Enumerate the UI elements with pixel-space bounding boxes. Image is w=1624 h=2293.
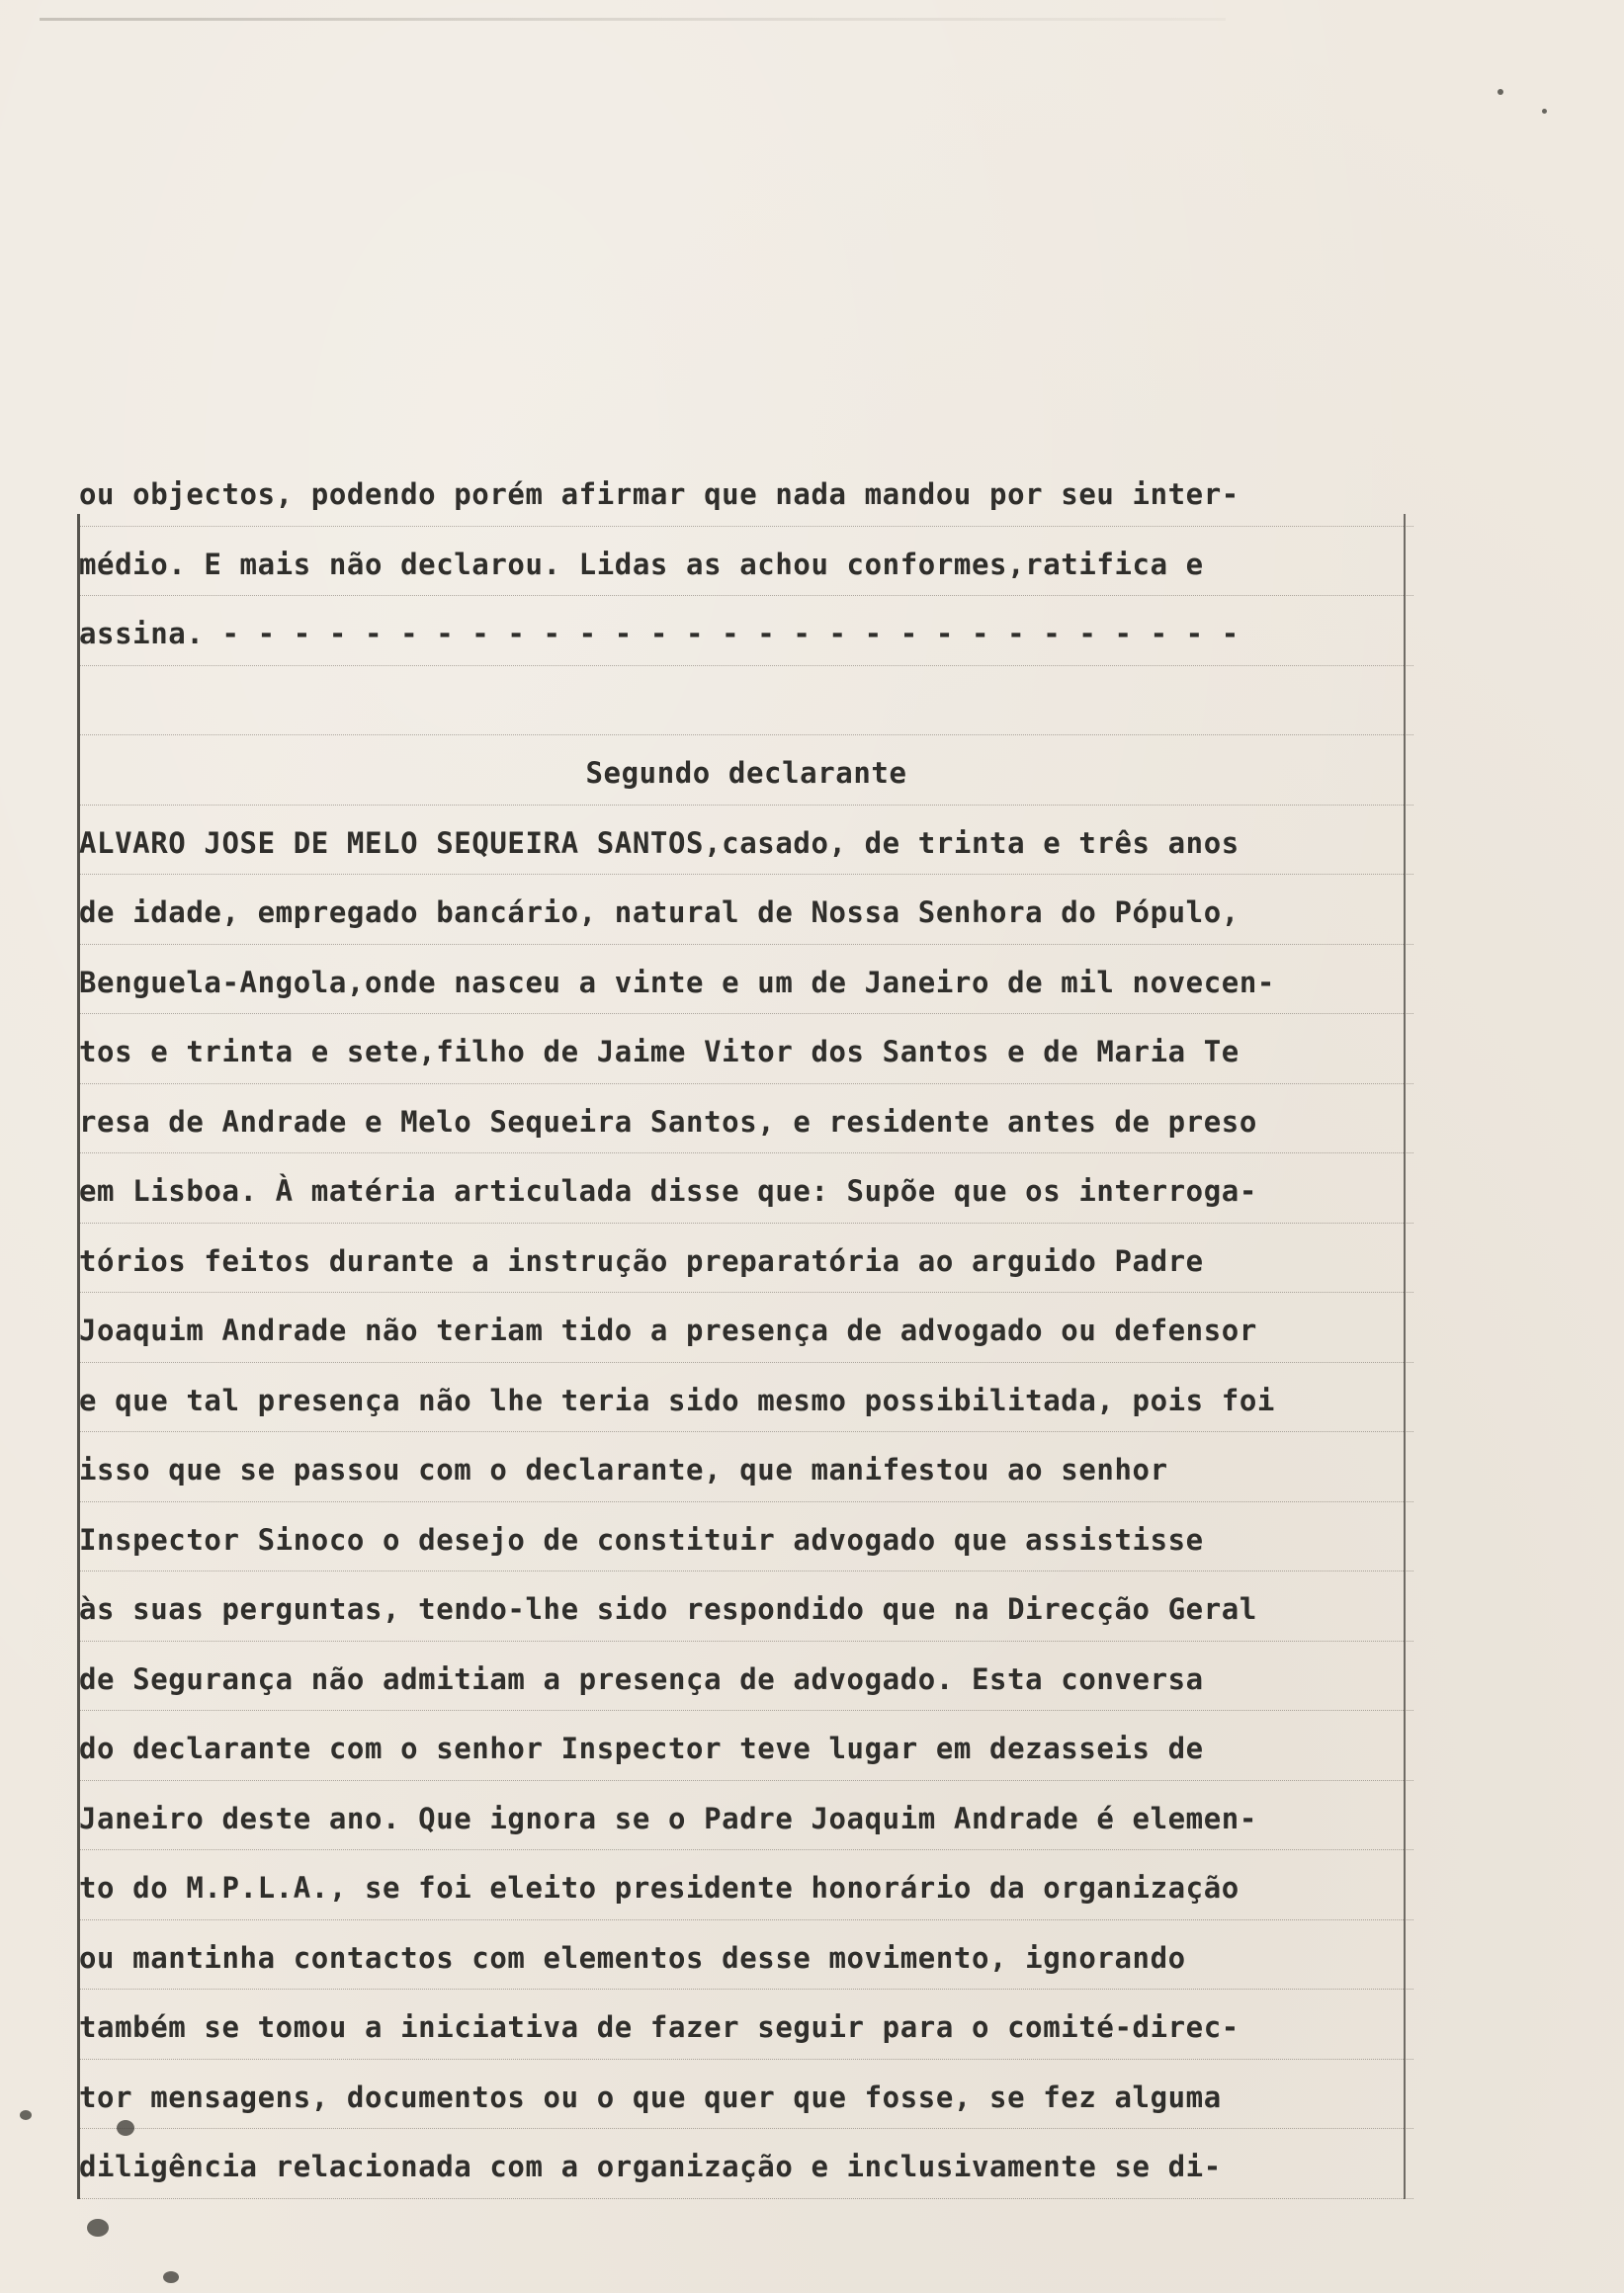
text-line: tórios feitos durante a instrução preparatória ao arguido Padre [79, 1231, 1413, 1302]
text-line: em Lisboa. À matéria articulada disse que: Supõe que os interroga- [79, 1161, 1413, 1231]
text-line: assina. - - - - - - - - - - - - - - - - - - - - - - - - - - - - - [79, 604, 1413, 674]
text-line: também se tomou a iniciativa de fazer seguir para o comité-direc- [79, 1997, 1413, 2068]
ink-speck [117, 2120, 134, 2136]
text-line: isso que se passou com o declarante, que manifestou ao senhor [79, 1440, 1413, 1510]
typewritten-text [79, 465, 1413, 2207]
text-line: to do M.P.L.A., se foi eleito presidente honorário da organização [79, 1858, 1413, 1928]
ink-speck [1542, 109, 1547, 114]
blank-line [79, 674, 1413, 744]
ink-speck [1497, 89, 1503, 95]
text-line: do declarante com o senhor Inspector teve lugar em dezasseis de [79, 1719, 1413, 1789]
text-line: ou mantinha contactos com elementos desse movimento, ignorando [79, 1928, 1413, 1998]
text-line: ALVARO JOSE DE MELO SEQUEIRA SANTOS,casado, de trinta e três anos [79, 813, 1413, 884]
ink-speck [163, 2271, 179, 2283]
text-line: Inspector Sinoco o desejo de constituir advogado que assistisse [79, 1510, 1413, 1580]
section-heading: Segundo declarante [79, 743, 1413, 813]
text-line: às suas perguntas, tendo-lhe sido respondido que na Direcção Geral [79, 1579, 1413, 1650]
ink-speck [20, 2110, 32, 2120]
text-line: resa de Andrade e Melo Sequeira Santos, e residente antes de preso [79, 1092, 1413, 1162]
text-line: diligência relacionada com a organização e inclusivamente se di- [79, 2137, 1413, 2207]
text-line: e que tal presença não lhe teria sido mesmo possibilitada, pois foi [79, 1371, 1413, 1441]
text-line: tor mensagens, documentos ou o que quer que fosse, se fez alguma [79, 2068, 1413, 2138]
text-line: de Segurança não admitiam a presença de advogado. Esta conversa [79, 1650, 1413, 1720]
text-line: ou objectos, podendo porém afirmar que nada mandou por seu inter- [79, 465, 1413, 535]
text-line: Janeiro deste ano. Que ignora se o Padre Joaquim Andrade é elemen- [79, 1789, 1413, 1859]
text-line: tos e trinta e sete,filho de Jaime Vitor dos Santos e de Maria Te [79, 1022, 1413, 1092]
top-rule [40, 18, 1226, 21]
text-line: Joaquim Andrade não teriam tido a presença de advogado ou defensor [79, 1301, 1413, 1371]
ink-speck [87, 2219, 109, 2237]
text-line: médio. E mais não declarou. Lidas as achou conformes,ratifica e [79, 535, 1413, 605]
text-line: Benguela-Angola,onde nasceu a vinte e um de Janeiro de mil novecen- [79, 953, 1413, 1023]
text-line: de idade, empregado bancário, natural de Nossa Senhora do Pópulo, [79, 883, 1413, 953]
